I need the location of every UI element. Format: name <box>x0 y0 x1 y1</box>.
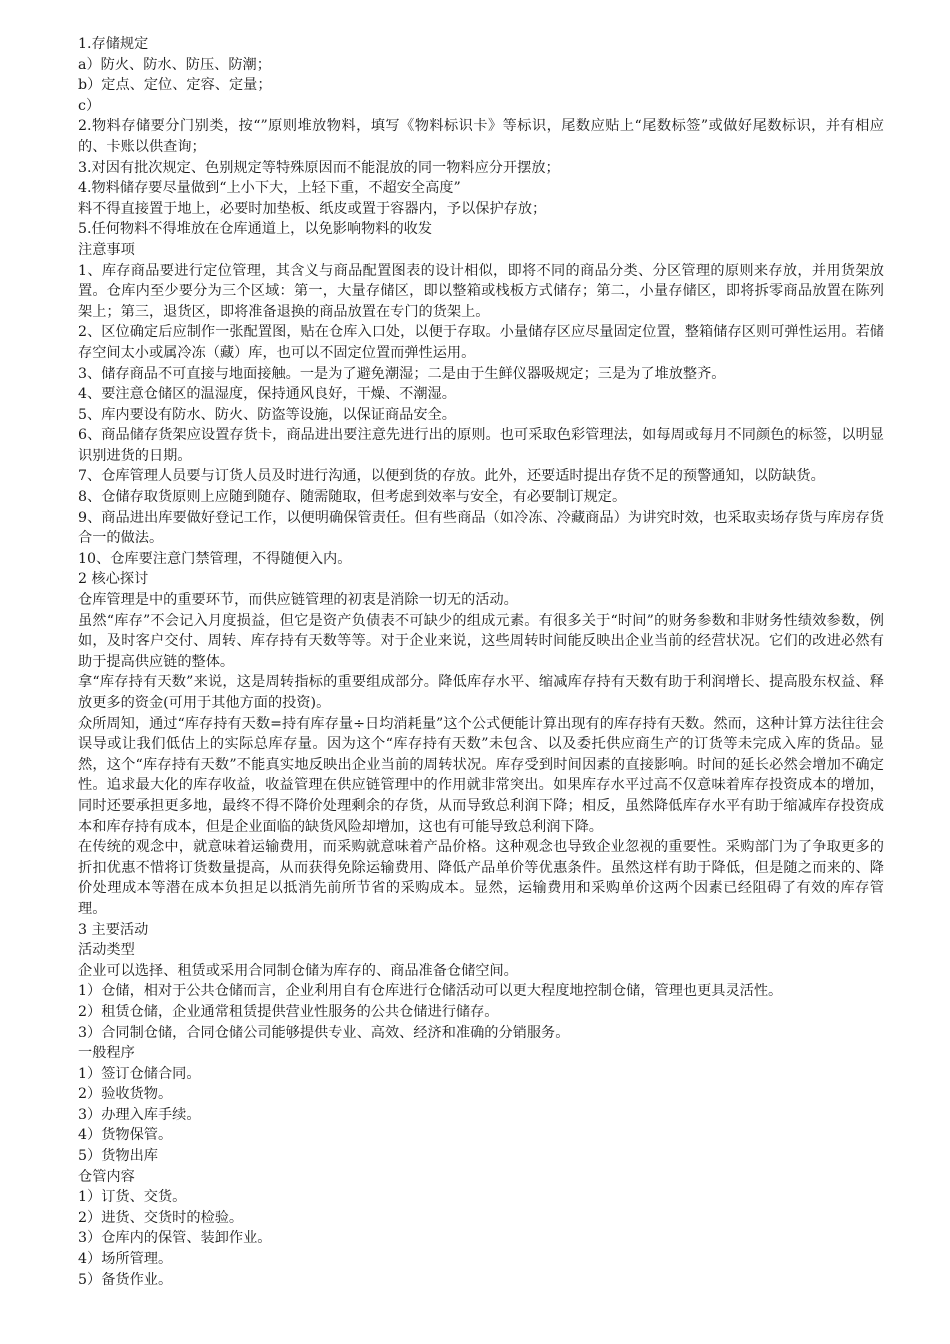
paragraph: 拿“库存持有天数”来说，这是周转指标的重要组成部分。降低库存水平、缩减库存持有天数有助于利润增长、提高股东权益、释放更多的资金(可用于其他方面的投资)。 <box>78 674 884 711</box>
paragraph: 在传统的观念中，就意味着运输费用，而采购就意味着产品价格。这种观念也导致企业忽视的重要性。采购部门为了争取更多的折扣优惠不惜将订货数量提高，从而获得免除运输费用、降低产品单价等优惠条件。虽然这样有助于降低，但是随之而来的、降价处理成本等潜在成本负担足以抵消先前所节省的采购成本。显然，运输费用和采购单价这两个因素已经阻碍了有效的库存管理。 <box>78 839 884 917</box>
paragraph: 4.物料储存要尽量做到“上小下大，上轻下重，不超安全高度” <box>78 180 461 197</box>
paragraph: 3）仓库内的保管、装卸作业。 <box>78 1230 272 1247</box>
paragraph: 2）验收货物。 <box>78 1086 173 1103</box>
paragraph: 仓库管理是中的重要环节，而供应链管理的初衷是消除一切无的活动。 <box>78 592 518 609</box>
paragraph: 虽然“库存”不会记入月度损益，但它是资产负债表不可缺少的组成元素。有很多关于“时间”的财务参数和非财务性绩效参数，例如，及时客户交付、周转、库存持有天数等等。对于企业来说，这些周转时间能反映出企业当前的经营状况。它们的改进必然有助于提高供应链的整体。 <box>78 612 884 670</box>
paragraph: 2）租赁仓储，企业通常租赁提供营业性服务的公共仓储进行储存。 <box>78 1003 499 1020</box>
paragraph: 2 核心探讨 <box>78 571 149 588</box>
paragraph: 3）办理入库手续。 <box>78 1106 201 1123</box>
paragraph: 4）场所管理。 <box>78 1251 173 1268</box>
paragraph: 5、库内要设有防水、防火、防盗等设施，以保证商品安全。 <box>78 406 456 423</box>
paragraph: 8、仓储存取货原则上应随到随存、随需随取，但考虑到效率与安全，有必要制订规定。 <box>78 489 627 506</box>
paragraph: 7、仓库管理人员要与订货人员及时进行沟通，以便到货的存放。此外，还要适时提出存货不足的预警通知，以防缺货。 <box>78 468 825 485</box>
paragraph: 3.对因有批次规定、色别规定等特殊原因而不能混放的同一物料应分开摆放； <box>78 159 560 176</box>
paragraph: 2）进货、交货时的检验。 <box>78 1209 244 1226</box>
paragraph: c） <box>78 97 101 114</box>
paragraph: 5.任何物料不得堆放在仓库通道上，以免影响物料的收发 <box>78 221 433 238</box>
paragraph: 1、库存商品要进行定位管理，其含义与商品配置图表的设计相似，即将不同的商品分类、分区管理的原则来存放，并用货架放置。仓库内至少要分为三个区域：第一，大量存储区，即以整箱或栈板方式储存；第二，小量存储区，即将拆零商品放置在陈列架上；第三，退货区，即将准备退换的商品放置在专门的货架上。 <box>78 262 884 320</box>
paragraph: 3 主要活动 <box>78 921 149 938</box>
paragraph: 5）货物出库 <box>78 1148 158 1165</box>
paragraph: 2.物料存储要分门别类，按“”原则堆放物料，填写《物料标识卡》等标识，尾数应贴上“尾数标签”或做好尾数标识，并有相应的、卡账以供查询； <box>78 118 884 155</box>
paragraph: 众所周知，通过“库存持有天数=持有库存量÷日均消耗量”这个公式便能计算出现有的库存持有天数。然而，这种计算方法往往会误导或让我们低估上的实际总库存量。因为这个“库存持有天数”未包含、以及委托供应商生产的订货等未完成入库的货品。显然，这个“库存持有天数”不能真实地反映出企业当前的周转状况。库存受到时间因素的直接影响。时间的延长必然会增加不确定性。追求最大化的库存收益，收益管理在供应链管理中的作用就非常突出。如果库存水平过高不仅意味着库存投资成本的增加，同时还要承担更多地，最终不得不降价处理剩余的存货，从而导致总利润下降；相反，虽然降低库存水平有助于缩减库存投资成本和库存持有成本，但是企业面临的缺货风险却增加，这也有可能导致总利润下降。 <box>78 715 884 835</box>
paragraph: 仓管内容 <box>78 1168 135 1185</box>
paragraph: 10、仓库要注意门禁管理，不得随便入内。 <box>78 550 352 567</box>
paragraph: 4）货物保管。 <box>78 1127 173 1144</box>
paragraph: 1.存储规定 <box>78 36 149 52</box>
document-body <box>78 34 884 1290</box>
paragraph: 料不得直接置于地上，必要时加垫板、纸皮或置于容器内，予以保护存放； <box>78 200 547 217</box>
paragraph: 5）备货作业。 <box>78 1271 173 1288</box>
paragraph: a）防火、防水、防压、防潮； <box>78 56 271 73</box>
paragraph: 注意事项 <box>78 241 135 258</box>
paragraph: 1）签订仓储合同。 <box>78 1065 201 1082</box>
paragraph: 1）仓储，相对于公共仓储而言，企业利用自有仓库进行仓储活动可以更大程度地控制仓储，管理也更具灵活性。 <box>78 983 783 1000</box>
paragraph: 企业可以选择、租赁或采用合同制仓储为库存的、商品准备仓储空间。 <box>78 962 518 979</box>
paragraph: 9、商品进出库要做好登记工作，以便明确保管责任。但有些商品（如冷冻、冷藏商品）为讲究时效，也采取卖场存货与库房存货合一的做法。 <box>78 509 884 547</box>
paragraph: 一般程序 <box>78 1045 135 1062</box>
paragraph: 活动类型 <box>78 942 135 959</box>
paragraph: 2、区位确定后应制作一张配置图，贴在仓库入口处，以便于存取。小量储存区应尽量固定位置，整箱储存区则可弹性运用。若储存空间太小或属冷冻（藏）库，也可以不固定位置而弹性运用。 <box>78 324 884 361</box>
paragraph: b）定点、定位、定容、定量； <box>78 77 272 94</box>
paragraph: 4、要注意仓储区的温湿度，保持通风良好，干燥、不潮湿。 <box>78 386 456 403</box>
paragraph: 6、商品储存货架应设置存货卡，商品进出要注意先进行出的原则。也可采取色彩管理法，如每周或每月不同颜色的标签，以明显识别进货的日期。 <box>78 427 884 464</box>
paragraph: 3）合同制仓储，合同仓储公司能够提供专业、高效、经济和准确的分销服务。 <box>78 1024 570 1041</box>
paragraph: 1）订货、交货。 <box>78 1189 187 1206</box>
paragraph: 3、储存商品不可直接与地面接触。一是为了避免潮湿；二是由于生鲜仪器吸规定；三是为了堆放整齐。 <box>78 365 726 382</box>
